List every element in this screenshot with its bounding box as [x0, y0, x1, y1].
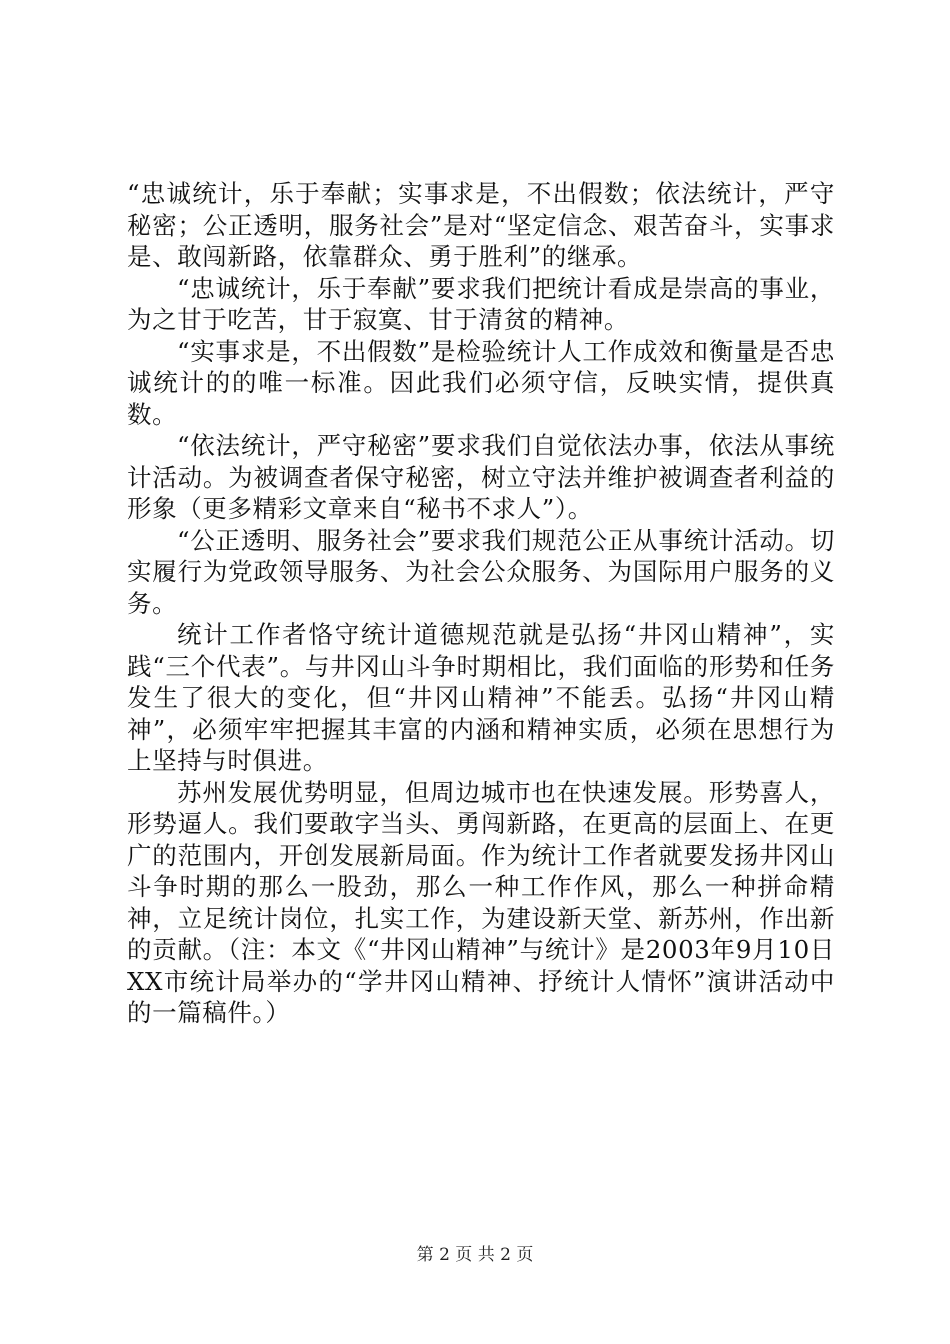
paragraph-7: 苏州发展优势明显，但周边城市也在快速发展。形势喜人，形势逼人。我们要敢字当头、勇闯新路，在更高的层面上、在更广的范围内，开创发展新局面。作为统计工作者就要发扬井冈山斗争时期的那么一股劲，那么一种工作作风，那么一种拼命精神，立足统计岗位，扎实工作，为建设新天堂、新苏州，作出新的贡献。（注：本文《“井冈山精神”与统计》是2003年9月10日XX市统计局举办的“学井冈山精神、抒统计人情怀”演讲活动中的一篇稿件。） [127, 777, 835, 1027]
document-body [127, 178, 835, 1029]
paragraph-6: 统计工作者恪守统计道德规范就是弘扬“井冈山精神”，实践“三个代表”。与井冈山斗争时期相比，我们面临的形势和任务发生了很大的变化，但“井冈山精神”不能丢。弘扬“井冈山精神”，必须牢牢把握其丰富的内涵和精神实质，必须在思想行为上坚持与时俱进。 [127, 620, 835, 775]
paragraph-3: “实事求是，不出假数”是检验统计人工作成效和衡量是否忠诚统计的的唯一标准。因此我们必须守信，反映实情，提供真数。 [127, 336, 835, 429]
paragraph-4: “依法统计，严守秘密”要求我们自觉依法办事，依法从事统计活动。为被调查者保守秘密，树立守法并维护被调查者利益的形象（更多精彩文章来自“秘书不求人”）。 [127, 431, 835, 523]
paragraph-1: “忠诚统计，乐于奉献；实事求是，不出假数；依法统计，严守秘密；公正透明，服务社会”是对“坚定信念、艰苦奋斗，实事求是、敢闯新路，依靠群众、勇于胜利”的继承。 [127, 179, 835, 271]
paragraph-5: “公正透明、服务社会”要求我们规范公正从事统计活动。切实履行为党政领导服务、为社会公众服务、为国际用户服务的义务。 [127, 525, 835, 618]
page-footer: 第 2 页 共 2 页 [416, 1245, 534, 1265]
paragraph-2: “忠诚统计，乐于奉献”要求我们把统计看成是崇高的事业，为之甘于吃苦，甘于寂寞、甘于清贫的精神。 [127, 273, 835, 334]
